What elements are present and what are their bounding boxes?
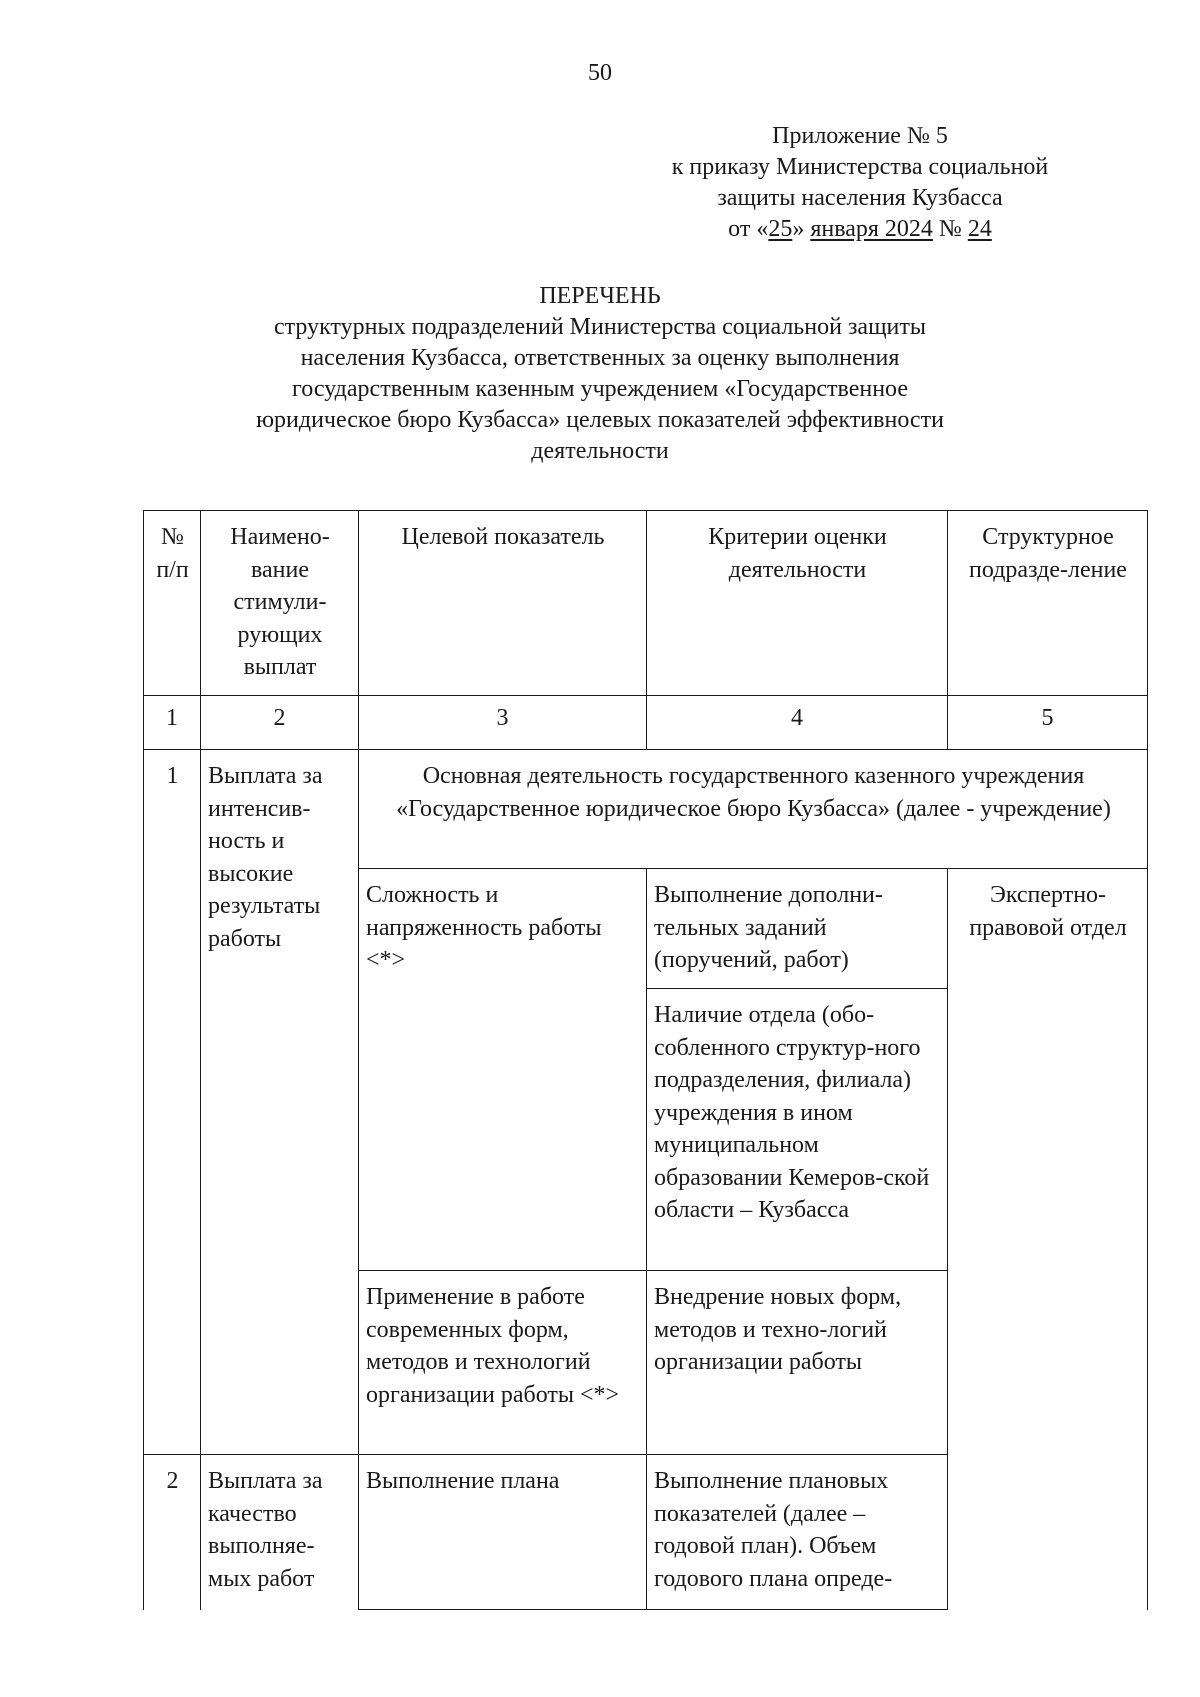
row2-payment-name: Выплата за качество выполняе-мых работ xyxy=(201,1455,359,1610)
row1-target-modern-methods: Применение в работе современных форм, методов и технологий организации работы <*> xyxy=(359,1271,647,1455)
column-number: 4 xyxy=(647,696,948,750)
row1-criteria-additional-tasks: Выполнение дополни-тельных заданий (поручений, работ) xyxy=(647,869,948,989)
appendix-ministry-line: защиты населения Кузбасса xyxy=(717,185,1003,211)
table-header-row xyxy=(144,511,1148,696)
row2-num: 2 xyxy=(144,1455,201,1610)
row1-criteria-new-methods: Внедрение новых форм, методов и техно-логий организации работы xyxy=(647,1271,948,1455)
date-mid: » xyxy=(792,216,811,242)
header-payment-name: Наимено-вание стимули-рующих выплат xyxy=(201,511,359,696)
header-target: Целевой показатель xyxy=(359,511,647,696)
header-num: № п/п xyxy=(144,511,201,696)
header-unit: Структурное подразде-ление xyxy=(948,511,1148,696)
row1-num: 1 xyxy=(144,750,201,1455)
order-number: 24 xyxy=(967,216,992,242)
row2-criteria: Выполнение плановых показателей (далее – годовой план). Объем годового плана опреде- xyxy=(647,1455,948,1610)
appendix-header xyxy=(600,121,1120,245)
column-number: 1 xyxy=(144,696,201,750)
column-number: 3 xyxy=(359,696,647,750)
document-title xyxy=(160,281,1040,467)
date-prefix: от « xyxy=(728,216,769,242)
title-heading: ПЕРЕЧЕНЬ xyxy=(539,283,661,309)
row2-target: Выполнение плана xyxy=(359,1455,647,1610)
responsible-unit: Экспертно-правовой отдел xyxy=(948,869,1148,1610)
date-month-year: января 2024 xyxy=(810,216,933,242)
table-row xyxy=(144,750,1148,869)
title-subtitle: структурных подразделений Министерства социальной защиты населения Кузбасса, ответственных за оценку выполнения государственным казенным учреждением «Государственное юридическое бюро Кузбасса» целевых показателей эффективности деятельности xyxy=(256,314,944,464)
row1-target-complexity: Сложность и напряженность работы <*> xyxy=(359,869,647,1271)
page-number: 50 xyxy=(588,60,612,86)
row1-payment-name: Выплата за интенсив-ность и высокие результаты работы xyxy=(201,750,359,1455)
date-day: 25 xyxy=(768,216,793,242)
column-number: 5 xyxy=(948,696,1148,750)
header-criteria: Критерии оценки деятельности xyxy=(647,511,948,696)
appendix-date-line xyxy=(600,214,1120,245)
number-prefix: № xyxy=(932,216,968,242)
indicators-table xyxy=(143,510,1148,1610)
appendix-order-line: к приказу Министерства социальной xyxy=(671,154,1049,180)
row1-criteria-branch: Наличие отдела (обо-собленного структур-ного подразделения, филиала) учреждения в ином муниципальном образовании Кемеров-ской области – Кузбасса xyxy=(647,989,948,1271)
column-number-row xyxy=(144,696,1148,750)
row1-section-title: Основная деятельность государственного казенного учреждения «Государственное юридическое бюро Кузбасса» (далее - учреждение) xyxy=(359,750,1148,869)
column-number: 2 xyxy=(201,696,359,750)
appendix-title: Приложение № 5 xyxy=(772,123,948,149)
